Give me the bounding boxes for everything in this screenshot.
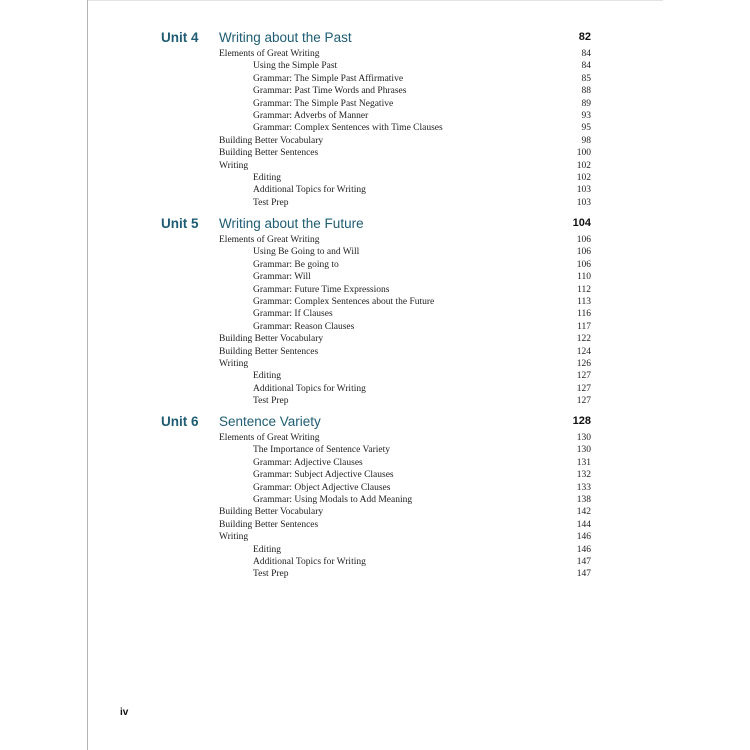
- toc-entry-title: Building Better Sentences: [219, 519, 319, 530]
- page-top-edge: [88, 0, 663, 1]
- toc-entry: [161, 110, 591, 122]
- toc-entry: [161, 234, 591, 246]
- toc-entry-title: Building Better Sentences: [219, 346, 319, 357]
- toc-entry: [161, 259, 591, 271]
- toc-entry: [161, 457, 591, 469]
- toc-entry-page: 102: [576, 160, 591, 171]
- unit-page-number: 82: [578, 31, 591, 43]
- unit-6-section: [161, 414, 591, 581]
- toc-entry-page: 103: [576, 197, 591, 208]
- toc-entry-title: Using the Simple Past: [253, 61, 338, 72]
- toc-entry-page: 106: [576, 235, 591, 245]
- unit-5-section: [161, 216, 591, 407]
- toc-entry-page: 132: [576, 470, 591, 481]
- toc-entry-title: Elements of Great Writing: [219, 235, 320, 245]
- toc-entry: [161, 321, 591, 333]
- toc-entry-page: 126: [576, 358, 591, 369]
- toc-entry-page: 127: [576, 396, 591, 407]
- toc-entry-page: 95: [581, 123, 591, 134]
- toc-entry-title: Grammar: Future Time Expressions: [253, 284, 390, 295]
- toc-entry-page: 144: [576, 519, 591, 530]
- toc-entry: [161, 494, 591, 506]
- toc-entry-title: Grammar: Adverbs of Manner: [253, 110, 369, 121]
- toc-entry-page: 100: [576, 148, 591, 159]
- toc-entry-title: Additional Topics for Writing: [253, 383, 366, 394]
- toc-entry: [161, 184, 591, 196]
- toc-entry: [161, 246, 591, 258]
- toc-entry-title: Grammar: Will: [253, 272, 311, 283]
- toc-entry-title: Grammar: Object Adjective Clauses: [253, 482, 391, 493]
- toc-entry: [161, 568, 591, 580]
- toc-entry-title: Building Better Vocabulary: [219, 334, 324, 345]
- toc-entry-title: Editing: [253, 371, 281, 382]
- unit-heading: [161, 30, 591, 48]
- toc-entry: [161, 395, 591, 407]
- unit-title: Sentence Variety: [219, 414, 321, 429]
- toc-entry: [161, 135, 591, 147]
- toc-entry-title: Grammar: Complex Sentences about the Future: [253, 296, 435, 307]
- toc-entry: [161, 172, 591, 184]
- toc-entry-page: 89: [581, 98, 591, 109]
- toc-entry-title: Grammar: Be going to: [253, 259, 339, 270]
- toc-entry-title: The Importance of Sentence Variety: [253, 445, 390, 456]
- toc-entry: [161, 85, 591, 97]
- toc-entry: [161, 122, 591, 134]
- toc-entry-page: 130: [576, 445, 591, 456]
- unit-page-number: 128: [572, 415, 591, 427]
- toc-entry: [161, 469, 591, 481]
- toc-entry: [161, 296, 591, 308]
- toc-entry-title: Writing: [219, 160, 249, 171]
- toc-entry-page: 124: [576, 346, 591, 357]
- toc-entry-page: 131: [576, 457, 591, 468]
- toc-entry: [161, 544, 591, 556]
- toc-entry: [161, 383, 591, 395]
- toc-entry-title: Editing: [253, 544, 281, 555]
- toc-entry-page: 133: [576, 482, 591, 493]
- toc-entry-page: 110: [577, 272, 591, 283]
- toc-entry: [161, 432, 591, 444]
- page-spine-line: [87, 0, 88, 750]
- unit-title: Writing about the Past: [219, 30, 352, 45]
- toc-entry: [161, 271, 591, 283]
- toc-entry-page: 117: [577, 321, 591, 332]
- unit-page-number: 104: [572, 217, 591, 229]
- toc-entry-page: 147: [576, 569, 591, 580]
- toc-entry-title: Building Better Vocabulary: [219, 507, 324, 518]
- toc-entry-page: 84: [581, 49, 591, 59]
- toc-entry-title: Elements of Great Writing: [219, 49, 320, 59]
- toc-entry: [161, 556, 591, 568]
- toc-entry: [161, 98, 591, 110]
- toc-entry-title: Editing: [253, 172, 281, 183]
- toc-entry: [161, 73, 591, 85]
- toc-entry-page: 146: [576, 532, 591, 543]
- toc-entry-title: Grammar: Past Time Words and Phrases: [253, 86, 407, 97]
- unit-label: Unit 5: [161, 216, 199, 231]
- toc-entry: [161, 333, 591, 345]
- toc-entry-page: 138: [576, 494, 591, 505]
- toc-entry-page: 113: [577, 296, 591, 307]
- toc-entry-page: 85: [581, 73, 591, 84]
- toc-entry-page: 116: [577, 309, 591, 320]
- toc-entry: [161, 60, 591, 72]
- toc-entry-title: Grammar: Using Modals to Add Meaning: [253, 494, 413, 505]
- toc-entry-title: Building Better Vocabulary: [219, 135, 324, 146]
- toc-entry-page: 88: [581, 86, 591, 97]
- toc-entry-page: 112: [577, 284, 591, 295]
- toc-entry: [161, 519, 591, 531]
- toc-entry-page: 102: [576, 172, 591, 183]
- toc-entry-page: 93: [581, 110, 591, 121]
- toc-entry-title: Grammar: Subject Adjective Clauses: [253, 470, 394, 481]
- unit-4-section: [161, 30, 591, 209]
- toc-entry-title: Test Prep: [253, 197, 289, 208]
- toc-entry: [161, 358, 591, 370]
- toc-entry: [161, 48, 591, 60]
- toc-entry-title: Test Prep: [253, 396, 289, 407]
- toc-entry: [161, 346, 591, 358]
- page-folio: iv: [120, 707, 129, 718]
- toc-entry-title: Using Be Going to and Will: [253, 247, 360, 258]
- toc-entry-page: 127: [576, 383, 591, 394]
- toc-entry-page: 84: [581, 61, 591, 72]
- toc-entry: [161, 308, 591, 320]
- toc-entry-title: Grammar: Reason Clauses: [253, 321, 355, 332]
- toc-entry-title: Elements of Great Writing: [219, 433, 320, 443]
- toc-entry-title: Grammar: Adjective Clauses: [253, 457, 363, 468]
- toc-entry-page: 106: [576, 259, 591, 270]
- toc-entry-title: Grammar: Complex Sentences with Time Clauses: [253, 123, 443, 134]
- toc-entry-title: Building Better Sentences: [219, 148, 319, 159]
- toc-entry: [161, 444, 591, 456]
- toc-entry-title: Grammar: The Simple Past Affirmative: [253, 73, 404, 84]
- toc-entry: [161, 370, 591, 382]
- toc-entry-page: 130: [576, 433, 591, 443]
- toc-entry-page: 142: [576, 507, 591, 518]
- unit-label: Unit 4: [161, 30, 199, 45]
- toc-entry: [161, 160, 591, 172]
- toc-entry: [161, 284, 591, 296]
- toc-entry-page: 146: [576, 544, 591, 555]
- toc-entry: [161, 506, 591, 518]
- unit-title: Writing about the Future: [219, 216, 364, 231]
- toc-entry-title: Test Prep: [253, 569, 289, 580]
- toc-entry-page: 106: [576, 247, 591, 258]
- toc-entry-title: Writing: [219, 358, 249, 369]
- toc-entry-title: Additional Topics for Writing: [253, 185, 366, 196]
- toc-entry-title: Additional Topics for Writing: [253, 556, 366, 567]
- toc-entry-title: Writing: [219, 532, 249, 543]
- toc-entry-page: 122: [576, 334, 591, 345]
- toc-entry-page: 98: [581, 135, 591, 146]
- unit-heading: [161, 414, 591, 432]
- toc-entry-page: 147: [576, 556, 591, 567]
- toc-entry: [161, 147, 591, 159]
- unit-label: Unit 6: [161, 414, 199, 429]
- toc-entry: [161, 197, 591, 209]
- toc-entry-page: 127: [576, 371, 591, 382]
- toc-entry-page: 103: [576, 185, 591, 196]
- unit-heading: [161, 216, 591, 234]
- toc-entry: [161, 482, 591, 494]
- toc-entry-title: Grammar: The Simple Past Negative: [253, 98, 394, 109]
- toc-entry-title: Grammar: If Clauses: [253, 309, 333, 320]
- toc-entry: [161, 531, 591, 543]
